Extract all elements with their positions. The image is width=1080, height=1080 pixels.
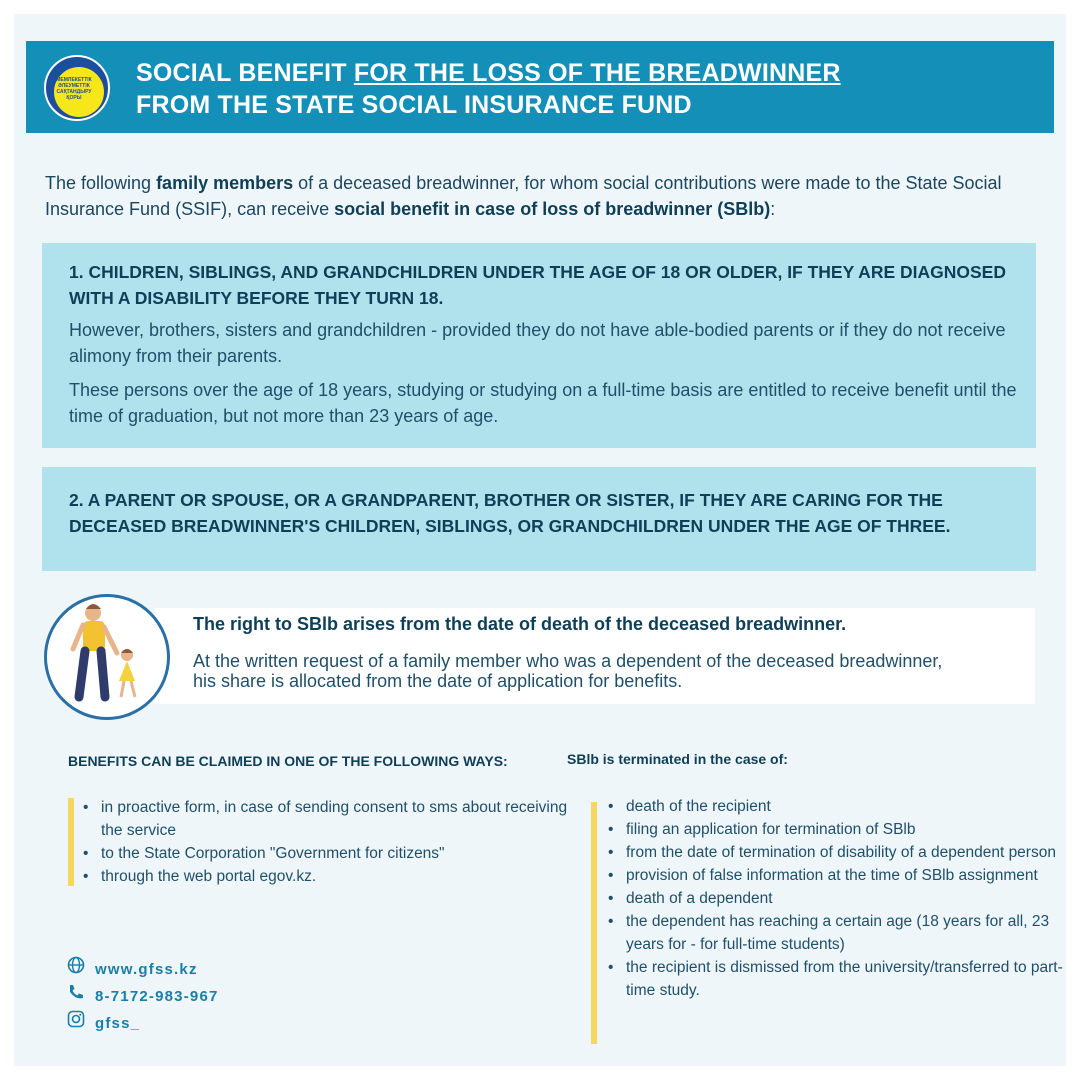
terminated-list bbox=[596, 795, 1066, 1002]
category-box-2 bbox=[42, 467, 1036, 571]
logo-text: МЕМЛЕКЕТТІК ӘЛЕУМЕТТІК САҚТАНДЫРУ ҚОРЫ bbox=[56, 77, 92, 101]
list-item: • death of the recipient bbox=[626, 795, 1066, 818]
right-text: At the written request of a family member who was a dependent of the deceased breadwinner, his share is allocated from the date of application for benefits. bbox=[193, 651, 943, 691]
website-contact[interactable] bbox=[66, 956, 198, 978]
list-item: • the dependent has reaching a certain age (18 years for all, 23 years for - for full-time students) bbox=[626, 910, 1066, 956]
terminated-title: SBlb is terminated in the case of: bbox=[567, 751, 788, 767]
instagram-handle[interactable]: gfss_ bbox=[95, 1015, 141, 1032]
title-line2: FROM THE STATE SOCIAL INSURANCE FUND bbox=[136, 91, 692, 119]
instagram-icon bbox=[66, 1010, 86, 1032]
intro-bold-1: family members bbox=[156, 173, 294, 193]
list-item: • through the web portal egov.kz. bbox=[101, 865, 571, 888]
list-item: • the recipient is dismissed from the university/transferred to part-time study. bbox=[626, 956, 1066, 1002]
intro-paragraph bbox=[45, 170, 1035, 222]
list-item: • in proactive form, in case of sending consent to sms about receiving the service bbox=[101, 796, 571, 842]
phone-icon bbox=[66, 983, 86, 1005]
right-heading: The right to SBlb arises from the date of death of the deceased breadwinner. bbox=[193, 614, 847, 634]
right-info-box bbox=[155, 608, 1035, 704]
list-item: • to the State Corporation "Government for citizens" bbox=[101, 842, 571, 865]
family-illustration bbox=[44, 594, 170, 720]
instagram-contact[interactable] bbox=[66, 1010, 140, 1032]
list-item: • filing an application for termination of SBlb bbox=[626, 818, 1066, 841]
intro-text-3: : bbox=[770, 199, 776, 219]
list-item: • from the date of termination of disability of a dependent person bbox=[626, 841, 1066, 864]
category-1-para1: However, brothers, sisters and grandchildren - provided they do not have able-bodied parents or if they do not receive alimony from their parents. bbox=[69, 320, 1006, 366]
title-underlined: FOR THE LOSS OF THE BREADWINNER bbox=[353, 59, 841, 87]
category-box-1 bbox=[42, 243, 1036, 448]
intro-text-1: The following bbox=[45, 173, 157, 193]
claim-list bbox=[71, 796, 571, 888]
title-part1: SOCIAL BENEFIT bbox=[136, 59, 354, 87]
category-1-para2: These persons over the age of 18 years, studying or studying on a full-time basis are entitled to receive benefit until the time of graduation, but not more than 23 years of age. bbox=[69, 380, 1017, 426]
phone-number[interactable]: 8-7172-983-967 bbox=[95, 988, 219, 1005]
phone-contact[interactable] bbox=[66, 983, 219, 1005]
list-item: • provision of false information at the time of SBlb assignment bbox=[626, 864, 1066, 887]
intro-bold-2: social benefit in case of loss of breadwinner (SBlb) bbox=[334, 199, 771, 219]
category-1-heading: 1. CHILDREN, SIBLINGS, AND GRANDCHILDREN UNDER THE AGE OF 18 OR OLDER, IF THEY ARE DIAGNOSED WITH A DISABILITY BEFORE THEY TURN 18. bbox=[69, 262, 1006, 308]
fund-logo bbox=[44, 55, 110, 121]
intro-text-2: of a deceased breadwinner, for whom social contributions were made to the State Social Insurance Fund (SSIF), can receive bbox=[45, 173, 1002, 219]
website-link[interactable]: www.gfss.kz bbox=[95, 961, 198, 978]
list-item: • death of a dependent bbox=[626, 887, 1066, 910]
page-title bbox=[136, 57, 841, 121]
claim-title: BENEFITS CAN BE CLAIMED IN ONE OF THE FOLLOWING WAYS: bbox=[68, 753, 508, 769]
header-banner bbox=[26, 41, 1054, 133]
globe-icon bbox=[66, 956, 86, 978]
category-2-heading: 2. A PARENT OR SPOUSE, OR A GRANDPARENT, BROTHER OR SISTER, IF THEY ARE CARING FOR THE DECEASED BREADWINNER'S CHILDREN, SIBLINGS, OR GRANDCHILDREN UNDER THE AGE OF THREE. bbox=[69, 490, 951, 536]
